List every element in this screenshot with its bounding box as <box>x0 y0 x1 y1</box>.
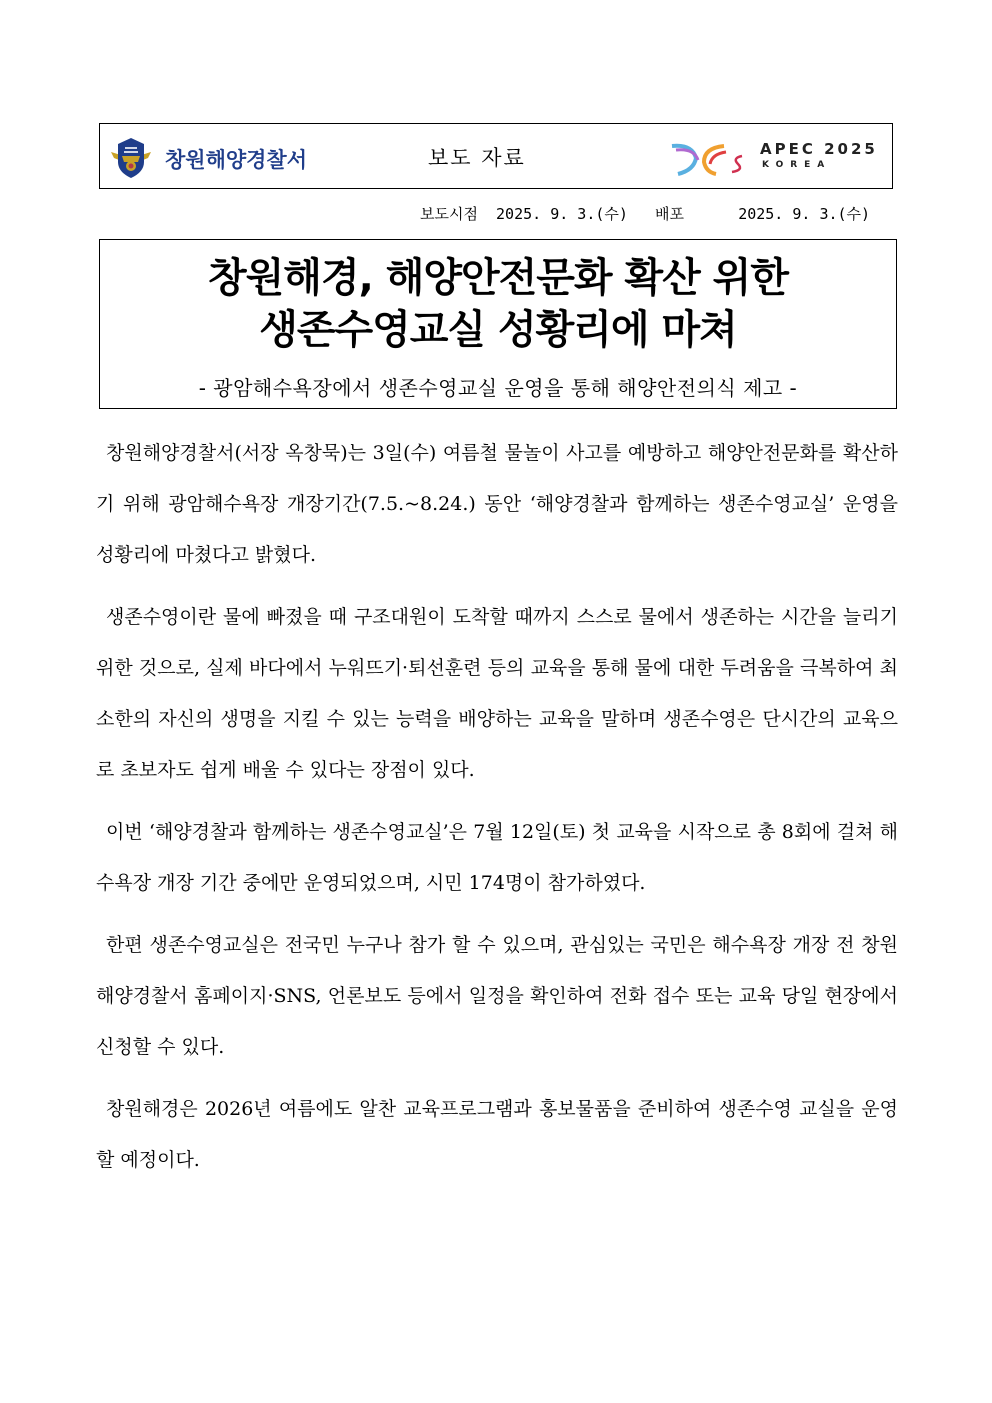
subheadline: - 광암해수욕장에서 생존수영교실 운영을 통해 해양안전의식 제고 - <box>198 376 798 400</box>
coast-guard-emblem-icon <box>110 136 152 180</box>
paragraph: 이번 ‘해양경찰과 함께하는 생존수영교실’은 7월 12일(토) 첫 교육을 시작으로 총 8회에 걸쳐 해수욕장 개장 기간 중에만 운영되었으며, 시민 174명이 참가하였다. <box>96 821 898 894</box>
apec-subtitle: KOREA <box>762 160 832 170</box>
headline-box <box>99 239 897 409</box>
report-date: 2025. 9. 3.(수) <box>496 205 628 223</box>
apec-2025-korea-logo-icon <box>666 136 756 180</box>
report-time-label: 보도시점 <box>420 205 478 223</box>
headline-line-2: 생존수영교실 성황리에 마쳐 <box>259 307 737 353</box>
distribution-date: 2025. 9. 3.(수) <box>738 205 871 223</box>
apec-title: APEC 2025 <box>760 140 878 158</box>
headline-line-1: 창원해경, 해양안전문화 확산 위한 <box>208 255 788 301</box>
release-dates <box>420 203 870 224</box>
paragraph: 생존수영이란 물에 빠졌을 때 구조대원이 도착할 때까지 스스로 물에서 생존하는 시간을 늘리기 위한 것으로, 실제 바다에서 누워뜨기·퇴선훈련 등의 교육을 통해 물에 대한 두려움을 극복하여 최소한의 자신의 생명을 지킬 수 있는 능력을 배양하는 교육을 말하며 생존수영은 단시간의 교육으로 초보자도 쉽게 배울 수 있다는 장점이 있다. <box>96 606 898 781</box>
organization-name: 창원해양경찰서 <box>165 148 308 172</box>
distribution-label: 배포 <box>655 205 684 223</box>
paragraph: 창원해경은 2026년 여름에도 알찬 교육프로그램과 홍보물품을 준비하여 생존수영 교실을 운영할 예정이다. <box>96 1098 898 1171</box>
article-body <box>96 428 898 1197</box>
document-type: 보도 자료 <box>428 146 526 170</box>
press-release-header <box>99 123 893 189</box>
paragraph: 창원해양경찰서(서장 옥창묵)는 3일(수) 여름철 물놀이 사고를 예방하고 해양안전문화를 확산하기 위해 광암해수욕장 개장기간(7.5.~8.24.) 동안 ‘해양경찰과 함께하는 생존수영교실’ 운영을 성황리에 마쳤다고 밝혔다. <box>96 442 898 566</box>
paragraph: 한편 생존수영교실은 전국민 누구나 참가 할 수 있으며, 관심있는 국민은 해수욕장 개장 전 창원해양경찰서 홈페이지·SNS, 언론보도 등에서 일정을 확인하여 전화 접수 또는 교육 당일 현장에서 신청할 수 있다. <box>96 934 898 1058</box>
